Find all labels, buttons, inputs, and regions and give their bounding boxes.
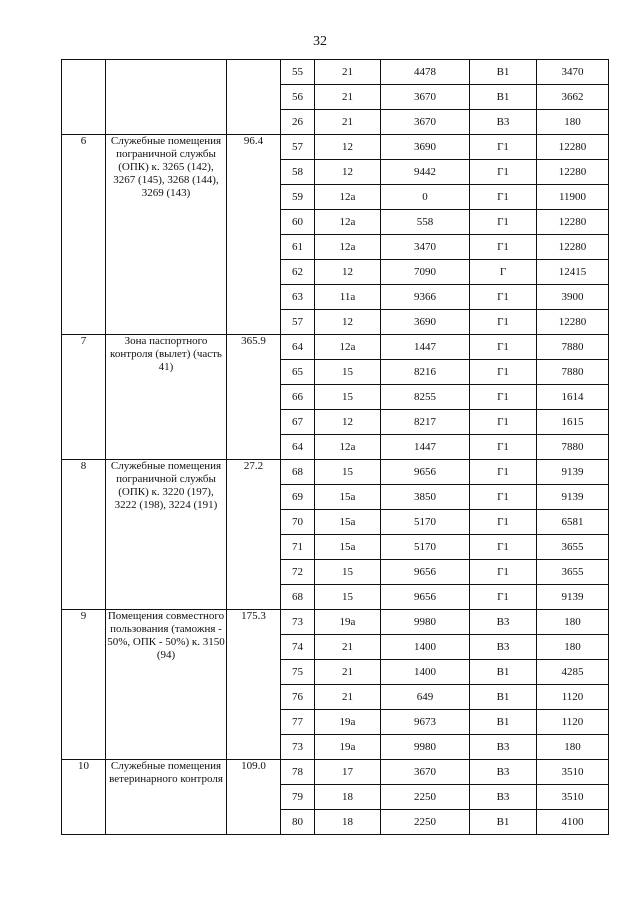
- capacity-value: 4100: [537, 810, 609, 835]
- point-number: 59: [281, 185, 315, 210]
- capacity-value: 180: [537, 635, 609, 660]
- room-area: 27.2: [227, 460, 281, 610]
- capacity-value: 1614: [537, 385, 609, 410]
- room-name: Служебные помещения ветеринарного контроля: [106, 760, 227, 835]
- room-area: 109.0: [227, 760, 281, 835]
- point-number: 70: [281, 510, 315, 535]
- row-number: 10: [62, 760, 106, 835]
- point-number: 57: [281, 135, 315, 160]
- point-number: 68: [281, 585, 315, 610]
- floor-number: 12а: [315, 210, 381, 235]
- point-number: 79: [281, 785, 315, 810]
- category-code: Г1: [470, 160, 537, 185]
- category-code: В3: [470, 635, 537, 660]
- floor-number: 15а: [315, 535, 381, 560]
- point-number: 58: [281, 160, 315, 185]
- point-number: 71: [281, 535, 315, 560]
- distance-value: 9656: [381, 460, 470, 485]
- distance-value: 8255: [381, 385, 470, 410]
- category-code: В3: [470, 735, 537, 760]
- capacity-value: 3510: [537, 760, 609, 785]
- distance-value: 3690: [381, 135, 470, 160]
- floor-number: 15: [315, 385, 381, 410]
- distance-value: 1400: [381, 635, 470, 660]
- capacity-value: 180: [537, 110, 609, 135]
- point-number: 64: [281, 435, 315, 460]
- point-number: 68: [281, 460, 315, 485]
- capacity-value: 3655: [537, 560, 609, 585]
- table-row: [62, 60, 609, 85]
- category-code: Г1: [470, 585, 537, 610]
- point-number: 73: [281, 735, 315, 760]
- distance-value: 7090: [381, 260, 470, 285]
- floor-number: 21: [315, 60, 381, 85]
- category-code: Г1: [470, 210, 537, 235]
- point-number: 62: [281, 260, 315, 285]
- floor-number: 19а: [315, 735, 381, 760]
- category-code: Г1: [470, 510, 537, 535]
- room-name: Зона паспортного контроля (вылет) (часть 41): [106, 335, 227, 460]
- capacity-value: 3510: [537, 785, 609, 810]
- row-number: 7: [62, 335, 106, 460]
- category-code: В3: [470, 785, 537, 810]
- capacity-value: 12280: [537, 310, 609, 335]
- floor-number: 12а: [315, 435, 381, 460]
- category-code: Г1: [470, 335, 537, 360]
- table-row: [62, 610, 609, 635]
- point-number: 57: [281, 310, 315, 335]
- category-code: Г1: [470, 460, 537, 485]
- floor-number: 15а: [315, 510, 381, 535]
- floor-number: 12: [315, 135, 381, 160]
- room-name: Служебные помещения пограничной службы (ОПК) к. 3220 (197), 3222 (198), 3224 (191): [106, 460, 227, 610]
- table-body: [62, 60, 609, 835]
- floor-number: 19а: [315, 710, 381, 735]
- distance-value: 9673: [381, 710, 470, 735]
- room-area: [227, 60, 281, 135]
- room-area: 96.4: [227, 135, 281, 335]
- capacity-value: 1120: [537, 710, 609, 735]
- row-number: 9: [62, 610, 106, 760]
- category-code: Г1: [470, 535, 537, 560]
- category-code: Г1: [470, 235, 537, 260]
- distance-value: 9980: [381, 610, 470, 635]
- row-number: [62, 60, 106, 135]
- point-number: 74: [281, 635, 315, 660]
- point-number: 61: [281, 235, 315, 260]
- floor-number: 12: [315, 410, 381, 435]
- category-code: В1: [470, 810, 537, 835]
- capacity-value: 9139: [537, 585, 609, 610]
- room-area: 175.3: [227, 610, 281, 760]
- capacity-value: 9139: [537, 460, 609, 485]
- floor-number: 12: [315, 310, 381, 335]
- distance-value: 3850: [381, 485, 470, 510]
- floor-number: 21: [315, 110, 381, 135]
- point-number: 78: [281, 760, 315, 785]
- capacity-value: 11900: [537, 185, 609, 210]
- distance-value: 2250: [381, 785, 470, 810]
- distance-value: 1447: [381, 335, 470, 360]
- distance-value: 4478: [381, 60, 470, 85]
- point-number: 69: [281, 485, 315, 510]
- capacity-value: 12415: [537, 260, 609, 285]
- point-number: 75: [281, 660, 315, 685]
- point-number: 56: [281, 85, 315, 110]
- capacity-value: 1120: [537, 685, 609, 710]
- row-number: 8: [62, 460, 106, 610]
- category-code: В1: [470, 660, 537, 685]
- floor-number: 21: [315, 85, 381, 110]
- capacity-value: 180: [537, 735, 609, 760]
- distance-value: 9366: [381, 285, 470, 310]
- capacity-value: 3470: [537, 60, 609, 85]
- category-code: Г1: [470, 560, 537, 585]
- capacity-value: 180: [537, 610, 609, 635]
- floor-number: 21: [315, 635, 381, 660]
- point-number: 67: [281, 410, 315, 435]
- room-name: Помещения совместного пользования (таможня - 50%, ОПК - 50%) к. 3150 (94): [106, 610, 227, 760]
- floor-number: 18: [315, 785, 381, 810]
- capacity-value: 3900: [537, 285, 609, 310]
- point-number: 63: [281, 285, 315, 310]
- distance-value: 3470: [381, 235, 470, 260]
- category-code: Г1: [470, 360, 537, 385]
- capacity-value: 12280: [537, 235, 609, 260]
- category-code: В3: [470, 610, 537, 635]
- category-code: Г1: [470, 485, 537, 510]
- floor-number: 11а: [315, 285, 381, 310]
- point-number: 72: [281, 560, 315, 585]
- floor-number: 15: [315, 560, 381, 585]
- room-area: 365.9: [227, 335, 281, 460]
- category-code: Г1: [470, 135, 537, 160]
- room-name: Служебные помещения пограничной службы (ОПК) к. 3265 (142), 3267 (145), 3268 (144), 3269 (143): [106, 135, 227, 335]
- point-number: 80: [281, 810, 315, 835]
- distance-value: 3670: [381, 760, 470, 785]
- floor-number: 15а: [315, 485, 381, 510]
- room-name: [106, 60, 227, 135]
- capacity-value: 12280: [537, 160, 609, 185]
- floor-number: 15: [315, 460, 381, 485]
- point-number: 76: [281, 685, 315, 710]
- category-code: В1: [470, 710, 537, 735]
- point-number: 60: [281, 210, 315, 235]
- category-code: В1: [470, 85, 537, 110]
- distance-value: 1400: [381, 660, 470, 685]
- distance-value: 9442: [381, 160, 470, 185]
- capacity-value: 7880: [537, 360, 609, 385]
- page-number: 32: [313, 34, 327, 49]
- point-number: 66: [281, 385, 315, 410]
- distance-value: 0: [381, 185, 470, 210]
- distance-value: 5170: [381, 510, 470, 535]
- distance-value: 9980: [381, 735, 470, 760]
- table-row: [62, 135, 609, 160]
- point-number: 73: [281, 610, 315, 635]
- category-code: Г1: [470, 285, 537, 310]
- distance-value: 3690: [381, 310, 470, 335]
- distance-value: 558: [381, 210, 470, 235]
- distance-value: 9656: [381, 585, 470, 610]
- point-number: 64: [281, 335, 315, 360]
- distance-value: 5170: [381, 535, 470, 560]
- row-number: 6: [62, 135, 106, 335]
- floor-number: 18: [315, 810, 381, 835]
- point-number: 65: [281, 360, 315, 385]
- table-row: [62, 460, 609, 485]
- floor-number: 12а: [315, 185, 381, 210]
- capacity-value: 3655: [537, 535, 609, 560]
- distance-value: 649: [381, 685, 470, 710]
- capacity-value: 4285: [537, 660, 609, 685]
- floor-number: 12: [315, 260, 381, 285]
- floor-number: 15: [315, 360, 381, 385]
- category-code: В1: [470, 685, 537, 710]
- category-code: Г: [470, 260, 537, 285]
- floor-number: 21: [315, 685, 381, 710]
- floor-number: 15: [315, 585, 381, 610]
- category-code: Г1: [470, 385, 537, 410]
- distance-value: 9656: [381, 560, 470, 585]
- capacity-value: 12280: [537, 135, 609, 160]
- distance-value: 2250: [381, 810, 470, 835]
- capacity-value: 7880: [537, 335, 609, 360]
- distance-value: 3670: [381, 110, 470, 135]
- floor-number: 12а: [315, 235, 381, 260]
- point-number: 77: [281, 710, 315, 735]
- capacity-value: 3662: [537, 85, 609, 110]
- floor-number: 12а: [315, 335, 381, 360]
- capacity-value: 1615: [537, 410, 609, 435]
- table-row: [62, 760, 609, 785]
- distance-value: 8217: [381, 410, 470, 435]
- capacity-value: 12280: [537, 210, 609, 235]
- table-row: [62, 335, 609, 360]
- floor-number: 21: [315, 660, 381, 685]
- capacity-value: 9139: [537, 485, 609, 510]
- category-code: Г1: [470, 185, 537, 210]
- point-number: 55: [281, 60, 315, 85]
- distance-value: 1447: [381, 435, 470, 460]
- category-code: Г1: [470, 310, 537, 335]
- category-code: В1: [470, 60, 537, 85]
- floor-number: 12: [315, 160, 381, 185]
- category-code: В3: [470, 760, 537, 785]
- rooms-table: [61, 59, 609, 835]
- point-number: 26: [281, 110, 315, 135]
- distance-value: 8216: [381, 360, 470, 385]
- category-code: В3: [470, 110, 537, 135]
- distance-value: 3670: [381, 85, 470, 110]
- capacity-value: 7880: [537, 435, 609, 460]
- floor-number: 17: [315, 760, 381, 785]
- category-code: Г1: [470, 435, 537, 460]
- floor-number: 19а: [315, 610, 381, 635]
- capacity-value: 6581: [537, 510, 609, 535]
- category-code: Г1: [470, 410, 537, 435]
